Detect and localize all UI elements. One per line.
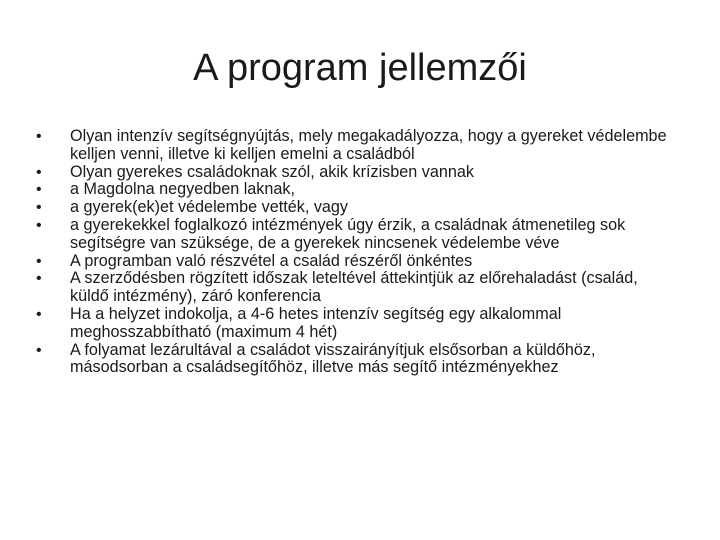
bullet-dot: • <box>36 341 42 359</box>
bullet-item <box>36 128 676 164</box>
bullet-text: A programban való részvétel a család részéről önkéntes <box>70 251 473 270</box>
bullet-item <box>36 181 676 199</box>
bullet-item <box>36 270 676 306</box>
bullet-item <box>36 199 676 217</box>
bullet-dot: • <box>36 216 42 234</box>
bullet-text: a Magdolna negyedben laknak, <box>70 180 295 199</box>
slide-title: A program jellemzői <box>193 47 527 89</box>
bullet-item <box>36 253 676 271</box>
bullet-text: Ha a helyzet indokolja, a 4-6 hetes intenzív segítség egy alkalommal meghosszabbítható (maximum 4 hét) <box>70 304 562 341</box>
bullet-item <box>36 306 676 342</box>
bullet-text: Olyan intenzív segítségnyújtás, mely megakadályozza, hogy a gyereket védelembe kelljen venni, illetve ki kelljen emelni a családból <box>70 127 667 163</box>
bullet-dot: • <box>36 305 42 323</box>
bullet-item <box>36 164 676 182</box>
bullet-text: a gyerekekkel foglalkozó intézmények úgy érzik, a családnak átmenetileg sok segítségre van szüksége, de a gyerekek nincsenek védelembe véve <box>70 215 626 252</box>
bullet-dot: • <box>36 252 42 270</box>
bullet-text: A szerződésben rögzített időszak leteltével áttekintjük az előrehaladást (család, küldő intézmény), záró konferencia <box>70 269 638 306</box>
bullet-text: A folyamat lezárultával a családot visszairányítjuk elsősorban a küldőhöz, másodsorban a családsegítőhöz, illetve más segítő intézményekhez <box>70 340 596 377</box>
bullet-dot: • <box>36 270 42 288</box>
bullet-dot: • <box>36 163 42 181</box>
bullet-dot: • <box>36 128 42 145</box>
bullet-dot: • <box>36 181 42 199</box>
bullet-item <box>36 342 676 378</box>
bullet-text: a gyerek(ek)et védelembe vették, vagy <box>70 198 349 217</box>
bullet-item <box>36 217 676 253</box>
bullet-text: Olyan gyerekes családoknak szól, akik krízisben vannak <box>70 162 474 181</box>
bullet-list <box>36 128 676 377</box>
bullet-dot: • <box>36 199 42 217</box>
